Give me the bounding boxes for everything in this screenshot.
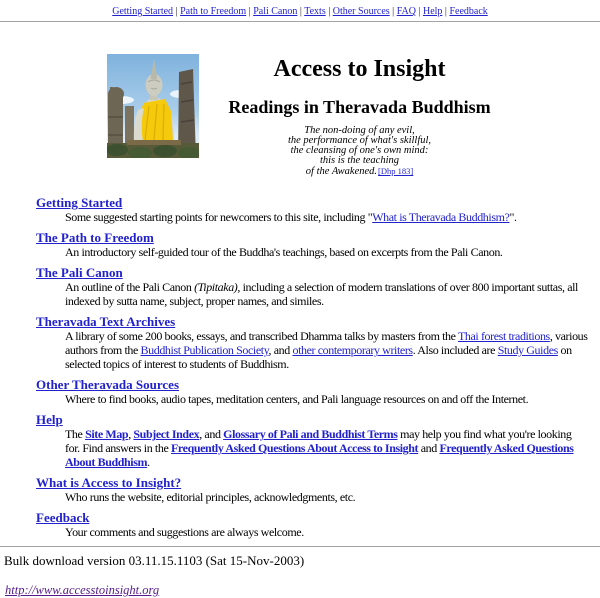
section-link-theravada-text-archives[interactable]: Theravada Text Archives	[36, 314, 176, 330]
text-segment: , various authors from the	[65, 329, 588, 358]
section-theravada-text-archives	[36, 315, 588, 371]
sections	[0, 196, 600, 539]
quote-line: this is the teaching	[319, 155, 400, 167]
text-segment: The	[65, 427, 86, 442]
section-link-help[interactable]: Help	[36, 412, 63, 428]
buddha-statue-image	[107, 54, 199, 158]
inline-link-study-guides[interactable]: Study Guides	[497, 343, 558, 358]
inline-link-frequently-asked-questions-about-access-to-insight[interactable]: Frequently Asked Questions About Access to Insight	[171, 441, 419, 456]
section-title	[36, 196, 588, 210]
section-other-theravada-sources	[36, 378, 588, 406]
text-segment: An outline of the Pali Canon	[65, 280, 195, 295]
nav-link-feedback[interactable]: Feedback	[449, 6, 488, 17]
nav-link-pali-canon[interactable]: Pali Canon	[253, 6, 298, 17]
section-title	[36, 413, 588, 427]
section-link-getting-started[interactable]: Getting Started	[36, 195, 123, 211]
text-segment: ".	[509, 210, 517, 225]
top-divider	[0, 21, 600, 22]
section-what-is-access-to-insight	[36, 476, 588, 504]
section-link-path-to-freedom[interactable]: The Path to Freedom	[36, 230, 154, 246]
section-title	[36, 476, 588, 490]
section-link-what-is-access-to-insight[interactable]: What is Access to Insight?	[36, 475, 182, 491]
text-segment: Where to find books, audio tapes, meditation centers, and Pali language resources on and off the Internet.	[65, 392, 529, 407]
inline-link-site-map[interactable]: Site Map	[85, 427, 129, 442]
nav-link-texts[interactable]: Texts	[304, 6, 326, 17]
version-text: Bulk download version 03.11.15.1103 (Sat 15-Nov-2003)	[4, 553, 305, 569]
text-segment: Your comments and suggestions are always welcome.	[65, 525, 304, 540]
nav-separator: |	[325, 6, 333, 17]
text-segment: Some suggested starting points for newcomers to this site, including "	[65, 210, 373, 225]
section-description	[65, 490, 588, 504]
section-description	[65, 210, 588, 224]
text-segment: An introductory self-guided tour of the Buddha's teachings, based on excerpts from the Pali Canon.	[65, 245, 503, 260]
section-title	[36, 378, 588, 392]
quote	[205, 126, 514, 177]
section-link-pali-canon[interactable]: The Pali Canon	[36, 265, 123, 281]
nav-link-getting-started[interactable]: Getting Started	[112, 6, 174, 17]
text-segment: Who runs the website, editorial principles, acknowledgments, etc.	[65, 490, 356, 505]
nav-link-help[interactable]: Help	[422, 6, 443, 17]
nav-link-faq[interactable]: FAQ	[396, 6, 416, 17]
section-help	[36, 413, 588, 469]
quote-line: of the Awakened.[Dhp 183]	[305, 166, 414, 178]
nav-link-other-sources[interactable]: Other Sources	[332, 6, 390, 17]
nav-link-path-to-freedom[interactable]: Path to Freedom	[180, 6, 247, 17]
nav-separator: |	[442, 6, 450, 17]
text-segment: may help you find what you're looking for. Find answers in the	[65, 427, 572, 456]
section-feedback	[36, 511, 588, 539]
text-segment: ,	[128, 427, 134, 442]
section-pali-canon	[36, 266, 588, 308]
section-description	[65, 525, 588, 539]
nav-separator: |	[415, 6, 423, 17]
inline-link-frequently-asked-questions-about-buddhism[interactable]: Frequently Asked Questions About Buddhism	[65, 441, 574, 470]
text-segment: on selected topics of interest to students of Buddhism.	[65, 343, 572, 372]
section-description	[65, 280, 588, 308]
nav-separator: |	[246, 6, 254, 17]
section-link-other-theravada-sources[interactable]: Other Theravada Sources	[36, 377, 180, 393]
section-title	[36, 511, 588, 525]
inline-link-buddhist-publication-society[interactable]: Buddhist Publication Society	[140, 343, 269, 358]
header-text	[199, 54, 514, 177]
section-description	[65, 427, 588, 469]
page-header	[107, 54, 514, 177]
inline-link-thai-forest-traditions[interactable]: Thai forest traditions	[457, 329, 550, 344]
quote-line: the performance of what's skillful,	[287, 135, 432, 147]
page-subtitle: Readings in Theravada Buddhism	[228, 96, 491, 117]
section-path-to-freedom	[36, 231, 588, 259]
quote-line: The non-doing of any evil,	[304, 125, 415, 137]
nav-separator: |	[297, 6, 305, 17]
site-url	[5, 583, 600, 598]
text-segment: . Also included are	[412, 343, 498, 358]
inline-link-other-contemporary-writers[interactable]: other contemporary writers	[292, 343, 413, 358]
section-link-feedback[interactable]: Feedback	[36, 510, 90, 526]
text-segment: , and	[268, 343, 293, 358]
quote-line: the cleansing of one's own mind:	[290, 145, 429, 157]
section-title	[36, 315, 588, 329]
text-segment: and	[418, 441, 440, 456]
inline-link-what-is-theravada-buddhism[interactable]: What is Theravada Buddhism?	[372, 210, 510, 225]
inline-link-subject-index[interactable]: Subject Index	[133, 427, 200, 442]
site-url-link[interactable]: http://www.accesstoinsight.org	[5, 583, 160, 598]
text-segment: .	[147, 455, 150, 470]
page-title: Access to Insight	[273, 56, 446, 82]
nav-separator: |	[173, 6, 181, 17]
text-segment: , and	[199, 427, 224, 442]
section-description	[65, 392, 588, 406]
buddha-statue-svg	[107, 54, 199, 158]
section-title	[36, 266, 588, 280]
text-segment: (Tipitaka),	[194, 280, 240, 295]
text-segment: including a selection of modern translations of over 800 important suttas, all indexed by sutta name, subject, proper names, and similes.	[65, 280, 578, 309]
section-title	[36, 231, 588, 245]
inline-link-glossary-of-pali-and-buddhist-terms[interactable]: Glossary of Pali and Buddhist Terms	[223, 427, 398, 442]
section-getting-started	[36, 196, 588, 224]
section-description	[65, 329, 588, 371]
quote-citation-link[interactable]: [Dhp 183]	[378, 166, 414, 177]
section-description	[65, 245, 588, 259]
text-segment: A library of some 200 books, essays, and transcribed Dhamma talks by masters from the	[65, 329, 458, 344]
top-nav	[0, 0, 600, 17]
nav-separator: |	[389, 6, 397, 17]
footer-divider	[0, 546, 600, 547]
